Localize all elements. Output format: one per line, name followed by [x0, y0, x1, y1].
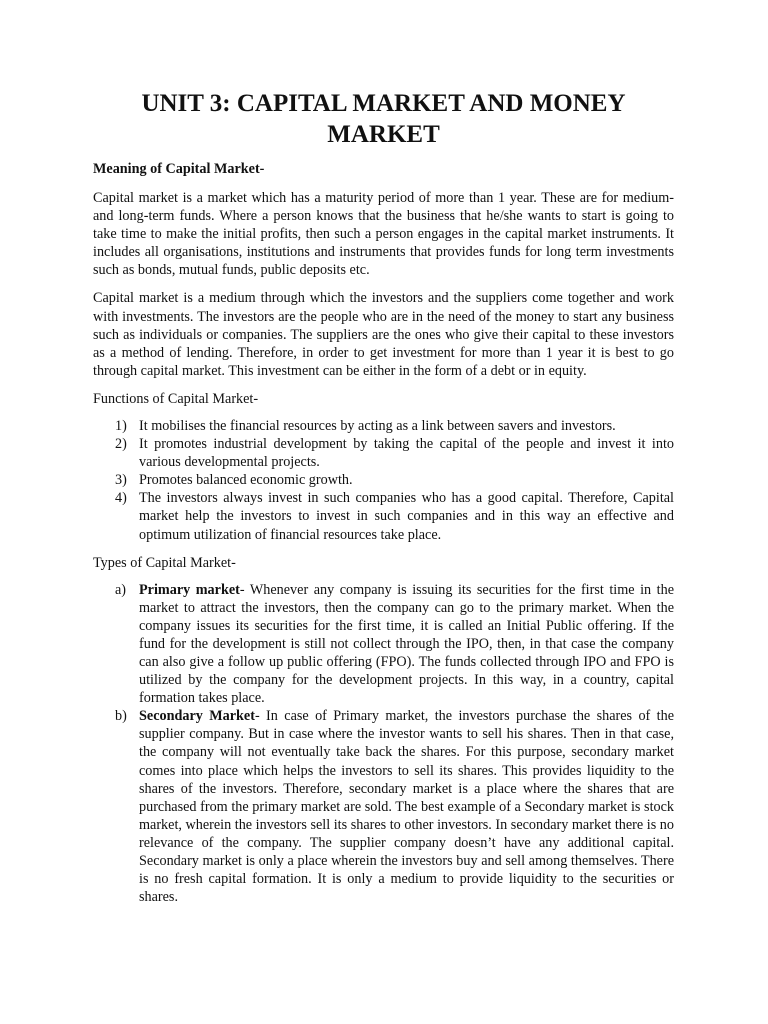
- list-item: [93, 581, 674, 708]
- paragraph-capital-market-medium: Capital market is a medium through which the investors and the suppliers come together and work with investments. The investors are the people who are in the need of the money to start any business such as individuals or companies. The suppliers are the ones who give their capital to these investors as a method of lending. Therefore, in order to get investment for more than 1 year it is best to go through capital market. This investment can be either in the form of a debt or in equity.: [93, 290, 674, 379]
- functions-label: Functions of Capital Market-: [93, 390, 259, 407]
- unit-title: UNIT 3: CAPITAL MARKET AND MONEY MARKET: [141, 90, 626, 148]
- primary-market-term: Primary market: [139, 581, 240, 598]
- list-item-text: It mobilises the financial resources by acting as a link between savers and investors.: [139, 417, 616, 434]
- paragraph-capital-market-definition: Capital market is a market which has a maturity period of more than 1 year. These are for medium- and long-term funds. Where a person knows that the business that he/she wants to start is going to take time to make the initial profits, then such a person engages in the capital market instruments. It includes all organisations, institutions and instruments that provides funds for long term investments such as bonds, mutual funds, public deposits etc.: [93, 190, 674, 279]
- meaning-heading: Meaning of Capital Market-: [93, 161, 265, 177]
- list-marker: b): [115, 708, 127, 725]
- list-item-text: The investors always invest in such companies who has a good capital. Therefore, Capital market help the investors to invest in such companies and in this way an effective and optimum utilization of financial resources take place.: [139, 490, 674, 543]
- list-item: [93, 417, 674, 435]
- list-marker: 1): [115, 417, 127, 434]
- list-item-text: - In case of Primary market, the investors purchase the shares of the supplier company. But in case where the investor wants to sell his shares. Then in that case, the company will not eventually take back the shares. For this purpose, secondary market comes into place which helps the investors to sell its shares. This provides liquidity to the shares of the investors. Therefore, secondary market is a place where the shares that are purchased from the primary market are sold. The best example of a Secondary market is stock market, wherein the investors sell its shares to other investors. In secondary market there is no relevance of the company. The supplier company doesn’t have any additional capital. Secondary market is only a place wherein the investors buy and sell among themselves. There is no fresh capital formation. It is only a medium to provide liquidity to the securities or shares.: [139, 708, 674, 906]
- secondary-market-term: Secondary Market: [139, 708, 255, 725]
- list-item-text: Promotes balanced economic growth.: [139, 472, 353, 489]
- types-label: Types of Capital Market-: [93, 554, 236, 571]
- types-list: [93, 581, 674, 907]
- list-item: [93, 489, 674, 543]
- list-item-text: - Whenever any company is issuing its securities for the first time in the market to attract the investors, then the company can go to the primary market. When the company issues its securities for the first time, it is called an Initial Public offering. If the fund for the development is still not collect through the IPO, then, in that case the company can also give a follow up public offering (FPO). The funds collected through IPO and FPO is utilized by the company for the development projects. In this way, in a country, capital formation takes place.: [139, 581, 674, 707]
- list-item-text: It promotes industrial development by taking the capital of the people and invest it into various developmental projects.: [139, 436, 674, 471]
- list-marker: 3): [115, 472, 127, 489]
- list-marker: 4): [115, 490, 127, 507]
- list-marker: a): [115, 581, 127, 598]
- functions-list: [93, 417, 674, 544]
- list-marker: 2): [115, 436, 127, 453]
- list-item: [93, 435, 674, 471]
- list-item: [93, 471, 674, 489]
- list-item: [93, 707, 674, 906]
